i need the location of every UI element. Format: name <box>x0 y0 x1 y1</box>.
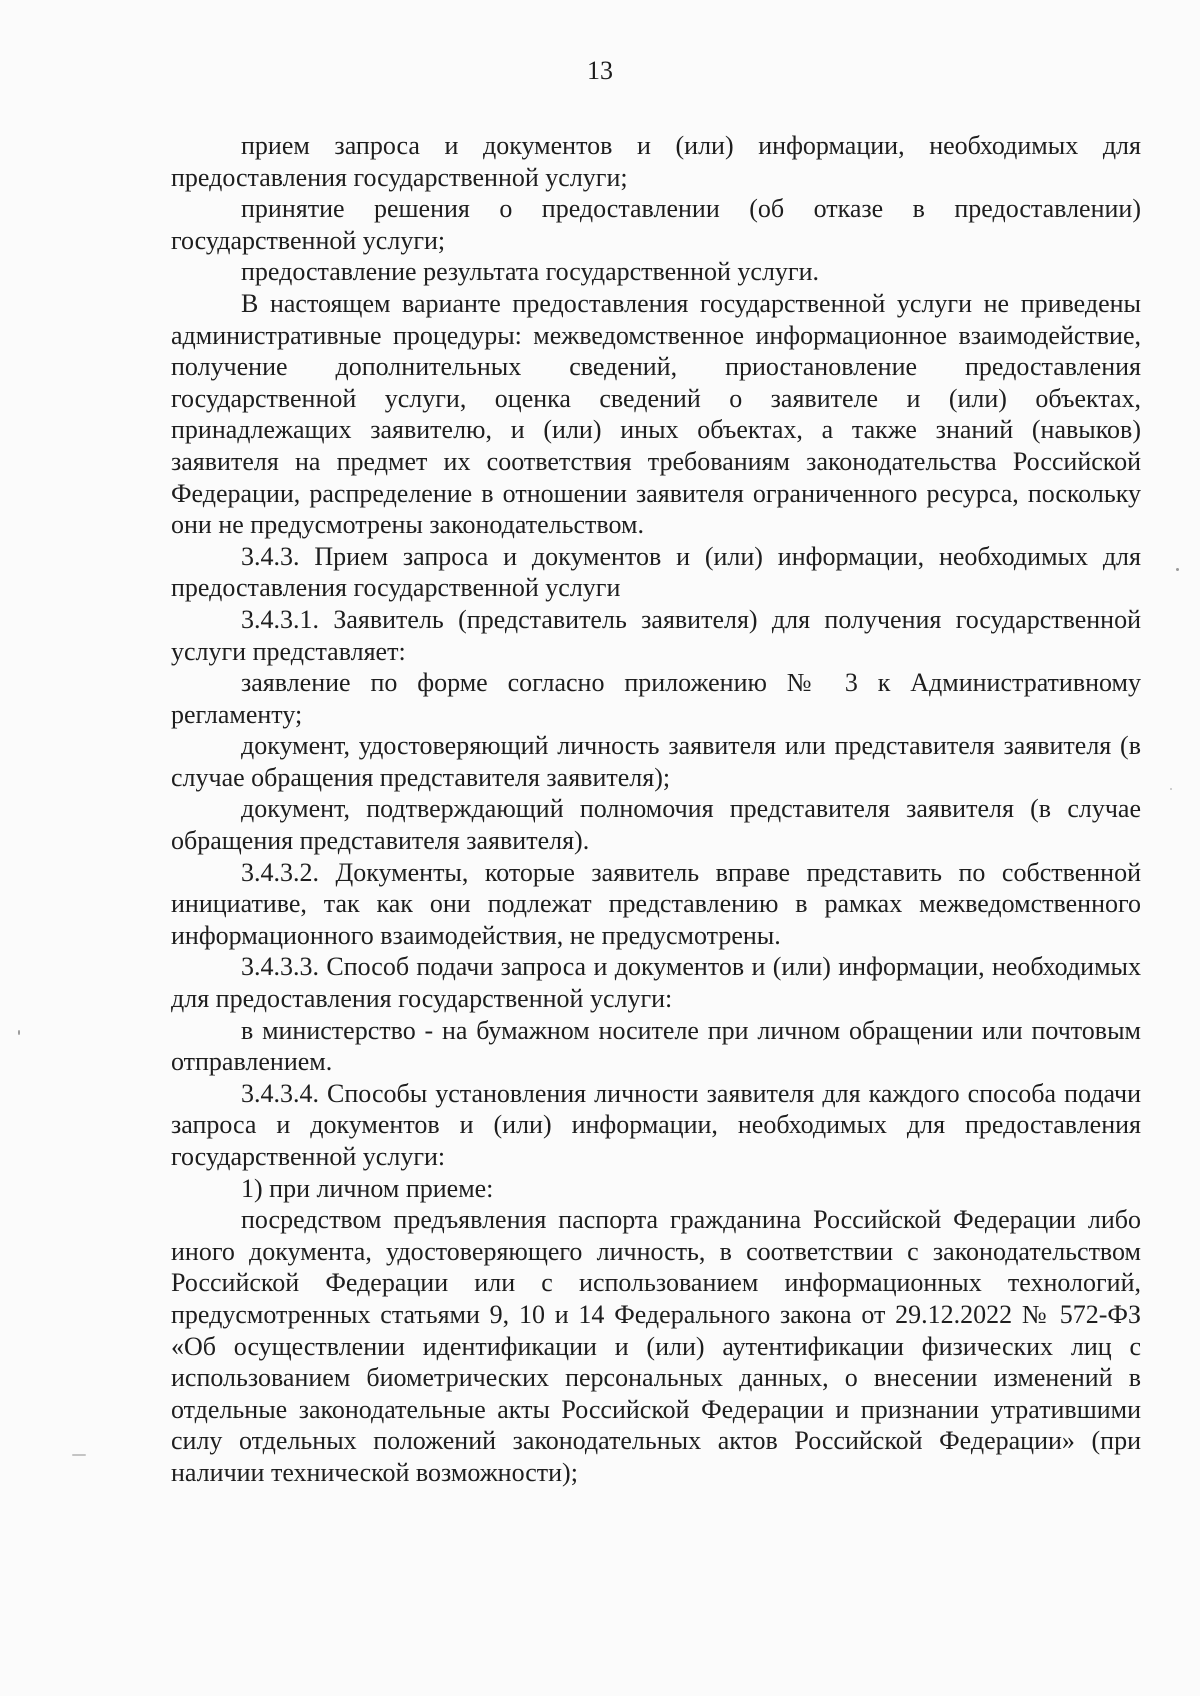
paragraph: 3.4.3.3. Способ подачи запроса и документов и (или) информации, необходимых для предоставления государственной услуги: <box>171 952 1141 1014</box>
paragraph: документ, удостоверяющий личность заявителя или представителя заявителя (в случае обращения представителя заявителя); <box>171 731 1141 792</box>
paragraph: прием запроса и документов и (или) информации, необходимых для предоставления государственной услуги; <box>171 131 1141 192</box>
paragraph: 1) при личном приеме: <box>241 1173 494 1203</box>
paragraph: документ, подтверждающий полномочия представителя заявителя (в случае обращения представителя заявителя). <box>171 794 1141 856</box>
paragraph: 3.4.3.4. Способы установления личности заявителя для каждого способа подачи запроса и документов и (или) информации, необходимых для предоставления государственной услуги: <box>171 1078 1141 1171</box>
document-body <box>171 130 1141 1489</box>
paragraph: предоставление результата государственной услуги. <box>241 257 820 287</box>
paragraph: В настоящем варианте предоставления государственной услуги не приведены административные процедуры: межведомственное информационное взаимодействие, получение дополнительных сведений, приостановление предоставления государственной услуги, оценка сведений о заявителе и (или) объектах, принадлежащих заявителю, и (или) иных объектах, а также знаний (навыков) заявителя на предмет их соответствия требованиям законодательства Российской Федерации, распределение в отношении заявителя ограниченного ресурса, поскольку они не предусмотрены законодательством. <box>171 288 1141 540</box>
paragraph: заявление по форме согласно приложению № 3 к Административному регламенту; <box>171 668 1141 729</box>
scan-speck <box>1170 788 1172 790</box>
page-number: 13 <box>587 56 613 85</box>
paragraph: посредством предъявления паспорта гражданина Российской Федерации либо иного документа, удостоверяющего личность, в соответствии с законодательством Российской Федерации или с использованием информационных технологий, предусмотренных статьями 9, 10 и 14 Федерального закона от 29.12.2022 № 572-ФЗ «Об осуществлении идентификации и (или) аутентификации физических лиц с использованием биометрических персональных данных, о внесении изменений в отдельные законодательные акты Российской Федерации и признании утратившими силу отдельных положений законодательных актов Российской Федерации» (при наличии технической возможности); <box>171 1205 1141 1487</box>
scan-speck <box>72 1454 86 1456</box>
paragraph: 3.4.3.1. Заявитель (представитель заявителя) для получения государственной услуги представляет: <box>171 604 1141 666</box>
paragraph: 3.4.3.2. Документы, которые заявитель вправе представить по собственной инициативе, так как они подлежат представлению в рамках межведомственного информационного взаимодействия, не предусмотрены. <box>171 857 1141 950</box>
paragraph: в министерство - на бумажном носителе при личном обращении или почтовым отправлением. <box>171 1015 1141 1077</box>
scan-speck <box>1176 568 1179 571</box>
paragraph: принятие решения о предоставлении (об отказе в предоставлении) государственной услуги; <box>171 194 1141 255</box>
scan-speck <box>18 1030 20 1035</box>
paragraph: 3.4.3. Прием запроса и документов и (или) информации, необходимых для предоставления государственной услуги <box>171 541 1141 603</box>
